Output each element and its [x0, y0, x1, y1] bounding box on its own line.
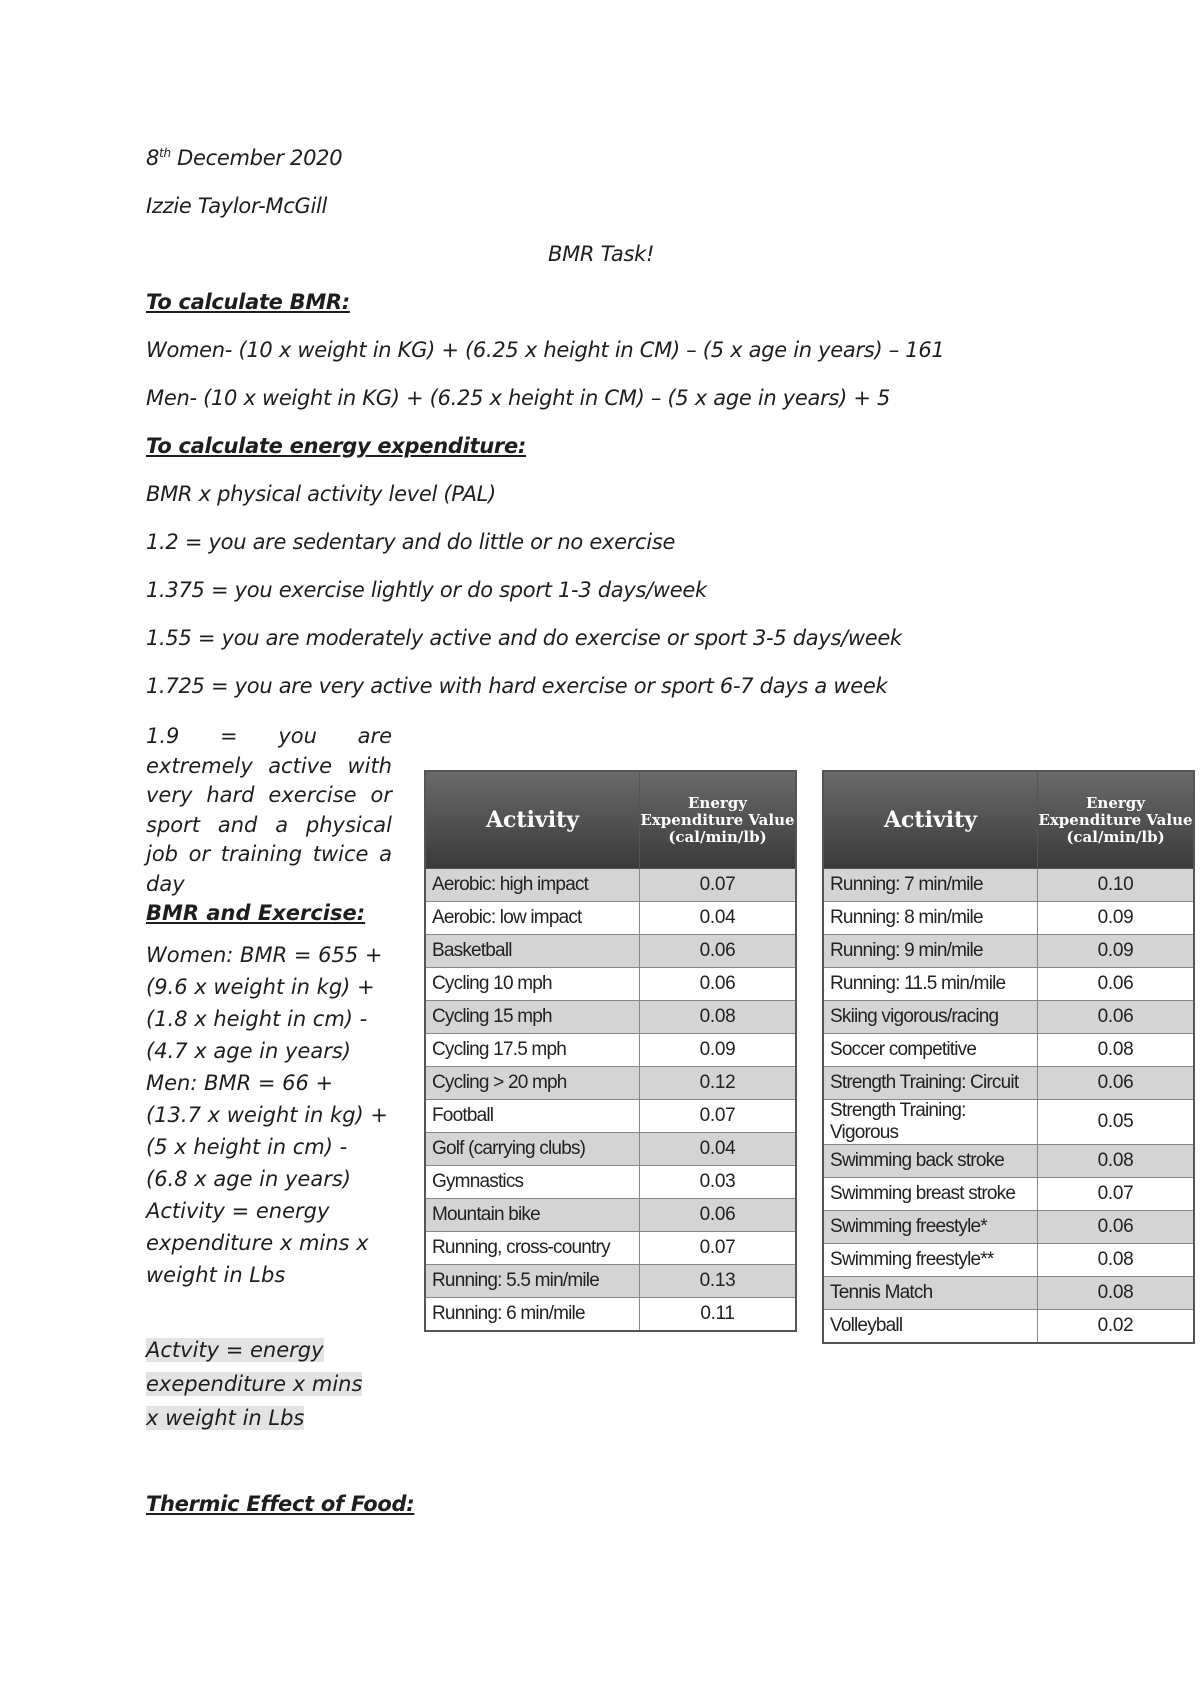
energy-column-header: Energy Expenditure Value (cal/min/lb) [1038, 771, 1195, 869]
energy-value-cell: 0.07 [640, 1232, 797, 1265]
table-row [823, 902, 1194, 935]
energy-value-cell: 0.07 [640, 869, 797, 902]
activity-cell: Swimming freestyle* [823, 1211, 1038, 1244]
table-row [823, 1034, 1194, 1067]
table-row [823, 1310, 1194, 1344]
thermic-heading: Thermic Effect of Food: [146, 1492, 415, 1516]
activity-cell: Skiing vigorous/racing [823, 1001, 1038, 1034]
energy-value-cell: 0.02 [1038, 1310, 1195, 1344]
energy-value-cell: 0.06 [1038, 1211, 1195, 1244]
table-row [425, 1232, 796, 1265]
table-row [823, 968, 1194, 1001]
pal-level: 1.55 = you are moderately active and do exercise or sport 3-5 days/week [146, 626, 902, 650]
side-column [146, 722, 392, 1435]
activity-cell: Cycling > 20 mph [425, 1067, 640, 1100]
energy-formula: BMR x physical activity level (PAL) [146, 482, 496, 506]
activity-cell: Cycling 10 mph [425, 968, 640, 1001]
activity-table-right [822, 770, 1195, 1344]
table-row [823, 1145, 1194, 1178]
energy-value-cell: 0.10 [1038, 869, 1195, 902]
table-row [823, 1244, 1194, 1277]
activity-cell: Running: 5.5 min/mile [425, 1265, 640, 1298]
energy-value-cell: 0.08 [1038, 1277, 1195, 1310]
activity-cell: Swimming breast stroke [823, 1178, 1038, 1211]
activity-cell: Running: 11.5 min/mile [823, 968, 1038, 1001]
activity-cell: Running: 7 min/mile [823, 869, 1038, 902]
energy-value-cell: 0.06 [640, 968, 797, 1001]
energy-value-cell: 0.08 [640, 1001, 797, 1034]
highlighted-text: Actvity = energy exependiture x mins x weight in Lbs [146, 1337, 363, 1430]
table-row [823, 1211, 1194, 1244]
activity-column-header: Activity [425, 771, 640, 869]
table-row [425, 935, 796, 968]
activity-cell: Volleyball [823, 1310, 1038, 1344]
energy-value-cell: 0.06 [1038, 968, 1195, 1001]
activity-cell: Running: 9 min/mile [823, 935, 1038, 968]
bmr-heading: To calculate BMR: [146, 290, 350, 314]
activity-cell: Aerobic: low impact [425, 902, 640, 935]
energy-value-cell: 0.11 [640, 1298, 797, 1332]
energy-value-cell: 0.04 [640, 1133, 797, 1166]
energy-value-cell: 0.06 [1038, 1001, 1195, 1034]
energy-value-cell: 0.08 [1038, 1244, 1195, 1277]
table-row [425, 902, 796, 935]
table-row [425, 1001, 796, 1034]
energy-value-cell: 0.06 [640, 1199, 797, 1232]
activity-formula: Activity = energy expenditure x mins x weight in Lbs [146, 1198, 369, 1287]
energy-value-cell: 0.09 [1038, 902, 1195, 935]
energy-value-cell: 0.07 [640, 1100, 797, 1133]
table-row [425, 1298, 796, 1332]
activity-cell: Mountain bike [425, 1199, 640, 1232]
table-row [425, 1265, 796, 1298]
author-name: Izzie Taylor-McGill [146, 194, 328, 218]
date-suffix: th [159, 146, 171, 160]
table-row [425, 968, 796, 1001]
activity-cell: Golf (carrying clubs) [425, 1133, 640, 1166]
bmr-men-formula: Men- (10 x weight in KG) + (6.25 x height in CM) – (5 x age in years) + 5 [146, 386, 891, 410]
pal-level: 1.375 = you exercise lightly or do sport 1-3 days/week [146, 578, 707, 602]
table-row [425, 1133, 796, 1166]
activity-cell: Running: 8 min/mile [823, 902, 1038, 935]
activity-cell: Aerobic: high impact [425, 869, 640, 902]
energy-value-cell: 0.06 [1038, 1067, 1195, 1100]
activity-cell: Strength Training: Vigorous [823, 1100, 1038, 1145]
table-row [823, 1067, 1194, 1100]
date-month-year: December 2020 [170, 146, 343, 170]
activity-cell: Cycling 17.5 mph [425, 1034, 640, 1067]
energy-value-cell: 0.04 [640, 902, 797, 935]
activity-cell: Strength Training: Circuit [823, 1067, 1038, 1100]
table-row [425, 1100, 796, 1133]
activity-cell: Swimming freestyle** [823, 1244, 1038, 1277]
energy-value-cell: 0.09 [640, 1034, 797, 1067]
energy-value-cell: 0.08 [1038, 1145, 1195, 1178]
activity-cell: Football [425, 1100, 640, 1133]
table-row [823, 1001, 1194, 1034]
energy-value-cell: 0.08 [1038, 1034, 1195, 1067]
energy-value-cell: 0.09 [1038, 935, 1195, 968]
energy-column-header: Energy Expenditure Value (cal/min/lb) [640, 771, 797, 869]
exercise-heading: BMR and Exercise: [146, 901, 366, 925]
activity-table-left [424, 770, 797, 1332]
document-title: BMR Task! [548, 242, 655, 266]
table-row [425, 1034, 796, 1067]
activity-cell: Swimming back stroke [823, 1145, 1038, 1178]
table-row [425, 1199, 796, 1232]
table-row [425, 1166, 796, 1199]
pal-level: 1.2 = you are sedentary and do little or no exercise [146, 530, 676, 554]
activity-cell: Tennis Match [823, 1277, 1038, 1310]
activity-cell: Gymnastics [425, 1166, 640, 1199]
pal-level: 1.9 = you are extremely active with very hard exercise or sport and a physical job or training twice a day [146, 724, 392, 896]
activity-cell: Soccer competitive [823, 1034, 1038, 1067]
pal-level: 1.725 = you are very active with hard exercise or sport 6-7 days a week [146, 674, 888, 698]
energy-value-cell: 0.06 [640, 935, 797, 968]
date-day: 8 [146, 146, 160, 170]
table-row [823, 1277, 1194, 1310]
table-row [823, 1100, 1194, 1145]
activity-formula-highlighted [146, 1333, 366, 1435]
energy-heading: To calculate energy expenditure: [146, 434, 526, 458]
energy-value-cell: 0.12 [640, 1067, 797, 1100]
activity-cell: Basketball [425, 935, 640, 968]
energy-value-cell: 0.07 [1038, 1178, 1195, 1211]
table-row [425, 1067, 796, 1100]
activity-cell: Running, cross-country [425, 1232, 640, 1265]
table-row [823, 935, 1194, 968]
exercise-women-formula: Women: BMR = 655 + (9.6 x weight in kg) + (1.8 x height in cm) - (4.7 x age in years) [146, 942, 383, 1063]
exercise-men-formula: Men: BMR = 66 + (13.7 x weight in kg) + (5 x height in cm) - (6.8 x age in years) [146, 1070, 388, 1191]
table-row [425, 869, 796, 902]
energy-value-cell: 0.05 [1038, 1100, 1195, 1145]
energy-value-cell: 0.13 [640, 1265, 797, 1298]
table-row [823, 1178, 1194, 1211]
bmr-women-formula: Women- (10 x weight in KG) + (6.25 x height in CM) – (5 x age in years) – 161 [146, 338, 945, 362]
activity-column-header: Activity [823, 771, 1038, 869]
energy-value-cell: 0.03 [640, 1166, 797, 1199]
activity-cell: Running: 6 min/mile [425, 1298, 640, 1332]
table-row [823, 869, 1194, 902]
date-line [146, 146, 342, 170]
activity-cell: Cycling 15 mph [425, 1001, 640, 1034]
